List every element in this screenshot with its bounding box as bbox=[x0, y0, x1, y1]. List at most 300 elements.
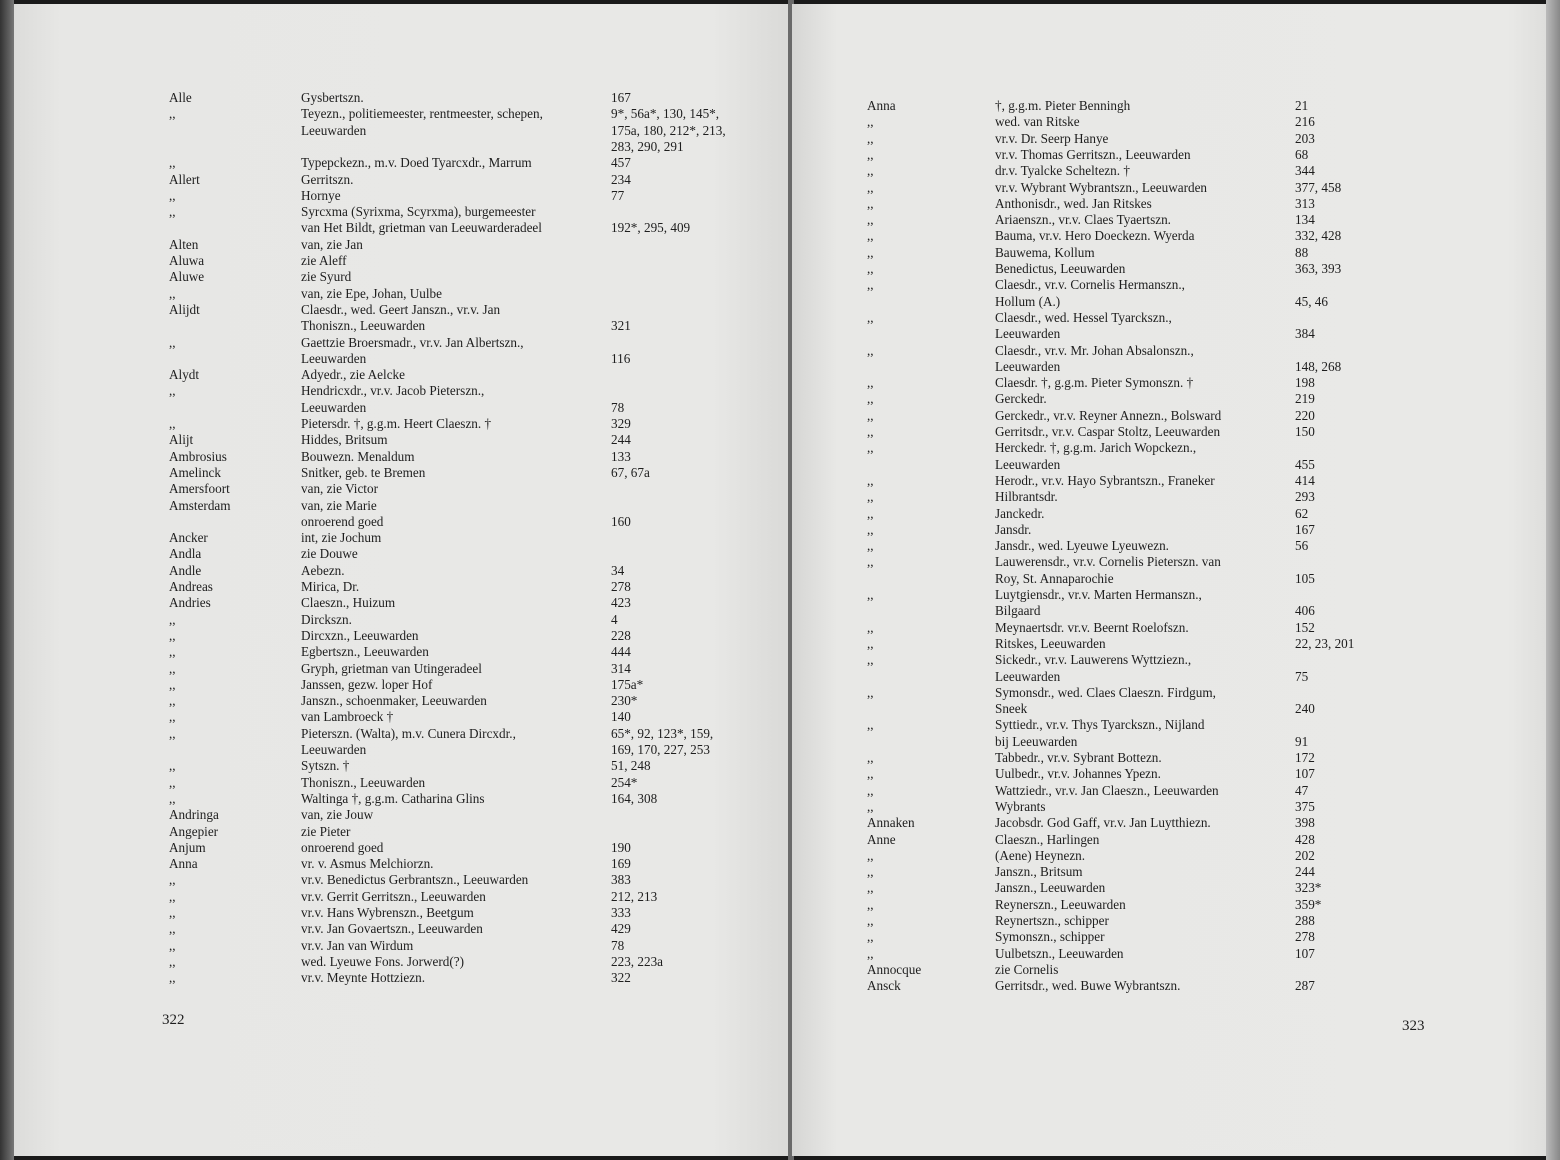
entry-pages: 160 bbox=[611, 513, 631, 529]
entry-pages: 384 bbox=[1295, 326, 1315, 342]
entry-description: Egbertszn., Leeuwarden bbox=[301, 644, 429, 660]
index-entry bbox=[169, 840, 790, 856]
entry-name: ,, bbox=[867, 375, 874, 391]
entry-description: Uulbetszn., Leeuwarden bbox=[995, 945, 1124, 961]
entry-name: Anna bbox=[867, 98, 896, 113]
index-entry bbox=[867, 326, 1507, 342]
entry-name: ,, bbox=[867, 782, 874, 798]
index-entry bbox=[867, 734, 1507, 750]
entry-description: Syrcxma (Syrixma, Scyrxma), burgemeester bbox=[301, 204, 536, 220]
index-entry bbox=[169, 595, 790, 611]
entry-name: ,, bbox=[867, 440, 874, 456]
index-entry bbox=[169, 188, 790, 204]
entry-pages: 140 bbox=[611, 709, 631, 725]
entry-name: ,, bbox=[867, 489, 874, 505]
entry-pages: 65*, 92, 123*, 159, bbox=[611, 725, 714, 741]
entry-name: ,, bbox=[867, 261, 874, 276]
entry-name: ,, bbox=[169, 106, 176, 122]
index-entry bbox=[867, 228, 1507, 244]
entry-pages: 288 bbox=[1295, 913, 1315, 928]
index-entry bbox=[867, 473, 1507, 489]
index-entry bbox=[169, 335, 790, 351]
entry-description: bij Leeuwarden bbox=[995, 733, 1078, 749]
entry-pages: 254* bbox=[611, 774, 638, 790]
entry-pages: 321 bbox=[611, 318, 631, 334]
index-entry bbox=[169, 465, 790, 481]
book-right-edge bbox=[1546, 0, 1560, 1160]
entry-description: vr.v. Wybrant Wybrantszn., Leeuwarden bbox=[995, 179, 1208, 195]
entry-description: Tabbedr., vr.v. Sybrant Bottezn. bbox=[995, 750, 1162, 765]
entry-pages: 203 bbox=[1295, 130, 1315, 146]
book-left-edge bbox=[0, 0, 14, 1160]
entry-description: vr.v. Jan Govaertszn., Leeuwarden bbox=[301, 921, 483, 937]
entry-pages: 4 bbox=[611, 611, 618, 627]
entry-description: Thoniszn., Leeuwarden bbox=[301, 774, 426, 790]
index-entry bbox=[169, 237, 790, 253]
entry-name: ,, bbox=[867, 847, 874, 863]
entry-description: Gerritsdr., vr.v. Caspar Stoltz, Leeuwarden bbox=[995, 424, 1221, 439]
entry-description: Claeszn., Harlingen bbox=[995, 831, 1100, 847]
index-entry bbox=[169, 432, 790, 448]
entry-name: ,, bbox=[867, 864, 874, 880]
entry-pages: 414 bbox=[1295, 472, 1315, 488]
entry-description: vr.v. Thomas Gerritszn., Leeuwarden bbox=[995, 146, 1191, 162]
entry-pages: 244 bbox=[1295, 864, 1315, 880]
index-entry bbox=[169, 775, 790, 791]
entry-name: ,, bbox=[867, 309, 874, 325]
entry-pages: 375 bbox=[1295, 798, 1315, 814]
index-entry bbox=[867, 783, 1507, 799]
entry-name: ,, bbox=[867, 587, 874, 602]
entry-description: Bouwezn. Menaldum bbox=[301, 448, 415, 464]
entry-name: ,, bbox=[867, 424, 874, 439]
entry-pages: 21 bbox=[1295, 98, 1309, 113]
entry-name: ,, bbox=[867, 146, 874, 162]
entry-description: vr.v. Jan van Wirdum bbox=[301, 937, 414, 953]
entry-name: Ansck bbox=[867, 978, 901, 994]
index-entry bbox=[867, 98, 1507, 114]
index-entry bbox=[169, 921, 790, 937]
index-entry bbox=[169, 758, 790, 774]
index-entry bbox=[169, 269, 790, 285]
index-entry bbox=[169, 449, 790, 465]
entry-description: int, zie Jochum bbox=[301, 530, 382, 546]
index-entry bbox=[867, 554, 1507, 570]
index-entry bbox=[867, 669, 1507, 685]
entry-name: ,, bbox=[867, 244, 874, 260]
entry-description: Jansdr. bbox=[995, 521, 1032, 537]
entry-description: Wattziedr., vr.v. Jan Claeszn., Leeuwarden bbox=[995, 782, 1219, 798]
right-page bbox=[792, 4, 1546, 1156]
entry-name: ,, bbox=[169, 970, 176, 986]
entry-description: van Het Bildt, grietman van Leeuwarderadeel bbox=[301, 220, 542, 236]
entry-description: zie Pieter bbox=[301, 823, 351, 839]
index-entry bbox=[867, 147, 1507, 163]
entry-description: Herckedr. †, g.g.m. Jarich Wopckezn., bbox=[995, 440, 1197, 456]
entry-pages: 228 bbox=[611, 627, 631, 643]
index-entry bbox=[867, 310, 1507, 326]
entry-description: vr.v. Gerrit Gerritszn., Leeuwarden bbox=[301, 888, 486, 904]
entry-pages: 167 bbox=[611, 90, 631, 105]
entry-name: Alijdt bbox=[169, 301, 200, 317]
index-entry bbox=[867, 424, 1507, 440]
entry-description: van, zie Epe, Johan, Uulbe bbox=[301, 285, 442, 301]
entry-name: ,, bbox=[169, 416, 176, 431]
index-entry bbox=[169, 90, 790, 106]
entry-name: ,, bbox=[867, 163, 874, 179]
entry-pages: 77 bbox=[611, 187, 625, 203]
index-entry bbox=[867, 799, 1507, 815]
entry-description: wed. van Ritske bbox=[995, 114, 1080, 130]
entry-description: Symonsdr., wed. Claes Claeszn. Firdgum, bbox=[995, 684, 1216, 700]
entry-description: zie Douwe bbox=[301, 546, 358, 562]
entry-pages: 423 bbox=[611, 595, 631, 611]
entry-name: ,, bbox=[867, 798, 874, 814]
entry-pages: 9*, 56a*, 130, 145*, bbox=[611, 106, 720, 122]
entry-name: ,, bbox=[867, 391, 874, 407]
entry-pages: 240 bbox=[1295, 701, 1315, 717]
index-entry bbox=[867, 489, 1507, 505]
entry-name: ,, bbox=[867, 342, 874, 358]
entry-pages: 278 bbox=[611, 579, 631, 594]
entry-pages: 62 bbox=[1295, 505, 1309, 521]
index-entry bbox=[867, 114, 1507, 130]
index-entry bbox=[867, 815, 1507, 831]
entry-description: Gerckedr. bbox=[995, 391, 1047, 407]
entry-name: Alten bbox=[169, 236, 199, 252]
entry-name: ,, bbox=[169, 905, 176, 920]
index-entry bbox=[867, 880, 1507, 896]
entry-description: Adyedr., zie Aelcke bbox=[301, 367, 405, 383]
entry-pages: 56 bbox=[1295, 538, 1309, 554]
entry-description: Reynertszn., schipper bbox=[995, 913, 1109, 928]
entry-name: Andreas bbox=[169, 579, 213, 594]
entry-name: Alijt bbox=[169, 432, 194, 448]
entry-description: Symonszn., schipper bbox=[995, 929, 1105, 945]
index-entry bbox=[169, 106, 790, 122]
entry-name: ,, bbox=[169, 204, 176, 220]
entry-description: Uulbedr., vr.v. Johannes Ypezn. bbox=[995, 766, 1161, 782]
entry-description: Jansdr., wed. Lyeuwe Lyeuwezn. bbox=[995, 538, 1169, 554]
entry-name: Aluwa bbox=[169, 253, 205, 268]
index-entry bbox=[867, 375, 1507, 391]
entry-pages: 287 bbox=[1295, 978, 1315, 994]
entry-pages: 107 bbox=[1295, 945, 1315, 961]
entry-pages: 78 bbox=[611, 399, 625, 415]
entry-pages: 47 bbox=[1295, 782, 1309, 798]
index-entry bbox=[169, 204, 790, 220]
entry-name: ,, bbox=[867, 684, 874, 700]
entry-description: Claeszn., Huizum bbox=[301, 595, 396, 611]
index-entry bbox=[169, 612, 790, 628]
entry-pages: 175a* bbox=[611, 676, 644, 692]
entry-pages: 428 bbox=[1295, 831, 1315, 847]
index-entry bbox=[867, 391, 1507, 407]
entry-pages: 169 bbox=[611, 856, 631, 872]
index-entry bbox=[867, 750, 1507, 766]
index-entry bbox=[867, 603, 1507, 619]
entry-name: ,, bbox=[867, 277, 874, 293]
entry-description: Bauwema, Kollum bbox=[995, 244, 1095, 260]
index-entry bbox=[169, 139, 790, 155]
index-entry bbox=[169, 938, 790, 954]
entry-name: Anne bbox=[867, 831, 896, 847]
entry-pages: 116 bbox=[611, 350, 631, 366]
entry-name: Amersfoort bbox=[169, 481, 230, 497]
entry-description: Leeuwarden bbox=[995, 358, 1061, 374]
entry-description: Bauma, vr.v. Hero Doeckezn. Wyerda bbox=[995, 228, 1195, 244]
index-entry bbox=[169, 791, 790, 807]
entry-name: ,, bbox=[867, 619, 874, 635]
entry-name: Anna bbox=[169, 856, 198, 872]
entry-description: Meynaertsdr. vr.v. Beernt Roelofszn. bbox=[995, 619, 1189, 635]
entry-pages: 105 bbox=[1295, 570, 1315, 586]
entry-name: ,, bbox=[867, 635, 874, 651]
entry-name: ,, bbox=[867, 766, 874, 782]
entry-description: Anthonisdr., wed. Jan Ritskes bbox=[995, 195, 1152, 211]
index-entry bbox=[867, 196, 1507, 212]
index-entry bbox=[867, 717, 1507, 733]
entry-name: Angepier bbox=[169, 823, 219, 839]
entry-name: ,, bbox=[169, 644, 176, 660]
index-entry bbox=[169, 726, 790, 742]
entry-pages: 216 bbox=[1295, 114, 1315, 130]
entry-name: ,, bbox=[867, 750, 874, 765]
entry-name: ,, bbox=[867, 407, 874, 423]
index-entry bbox=[867, 359, 1507, 375]
entry-description: Dircxzn., Leeuwarden bbox=[301, 627, 419, 643]
entry-pages: 363, 393 bbox=[1295, 261, 1342, 276]
entry-name: ,, bbox=[169, 709, 176, 725]
entry-name: ,, bbox=[867, 472, 874, 488]
entry-pages: 293 bbox=[1295, 489, 1315, 505]
entry-description: vr.v. Hans Wybrenszn., Beetgum bbox=[301, 905, 474, 920]
entry-name: ,, bbox=[169, 676, 176, 692]
page-number: 323 bbox=[1402, 1018, 1425, 1034]
entry-pages: 398 bbox=[1295, 815, 1315, 831]
index-entry bbox=[169, 367, 790, 383]
entry-description: Mirica, Dr. bbox=[301, 579, 360, 594]
entry-pages: 68 bbox=[1295, 146, 1309, 162]
entry-description: Claesdr., wed. Geert Janszn., vr.v. Jan bbox=[301, 301, 501, 317]
entry-pages: 51, 248 bbox=[611, 758, 651, 774]
entry-name: ,, bbox=[867, 179, 874, 195]
entry-pages: 34 bbox=[611, 562, 625, 578]
entry-pages: 383 bbox=[611, 872, 631, 888]
index-entry bbox=[169, 644, 790, 660]
entry-pages: 192*, 295, 409 bbox=[611, 220, 691, 236]
entry-description: Hilbrantsdr. bbox=[995, 489, 1058, 505]
index-entry bbox=[169, 400, 790, 416]
entry-description: Typepckezn., m.v. Doed Tyarcxdr., Marrum bbox=[301, 155, 532, 171]
index-entry bbox=[169, 889, 790, 905]
index-entry bbox=[169, 318, 790, 334]
index-entry bbox=[867, 277, 1507, 293]
entry-name: ,, bbox=[867, 195, 874, 211]
entry-name: ,, bbox=[867, 521, 874, 537]
entry-description: Teyezn., politiemeester, rentmeester, schepen, bbox=[301, 106, 543, 122]
index-entry bbox=[169, 416, 790, 432]
index-entry bbox=[867, 180, 1507, 196]
index-entry bbox=[169, 286, 790, 302]
entry-description: Snitker, geb. te Bremen bbox=[301, 464, 426, 480]
entry-pages: 455 bbox=[1295, 456, 1315, 472]
entry-description: dr.v. Tyalcke Scheltezn. † bbox=[995, 163, 1130, 179]
entry-description: Sneek bbox=[995, 701, 1028, 717]
entry-pages: 148, 268 bbox=[1295, 358, 1342, 374]
index-entry bbox=[867, 832, 1507, 848]
entry-description: Leeuwarden bbox=[301, 399, 367, 415]
index-entry bbox=[867, 261, 1507, 277]
index-entry bbox=[867, 163, 1507, 179]
index-entry bbox=[867, 848, 1507, 864]
entry-pages: 67, 67a bbox=[611, 464, 650, 480]
entry-description: Ariaenszn., vr.v. Claes Tyaertszn. bbox=[995, 212, 1171, 228]
entry-description: (Aene) Heynezn. bbox=[995, 847, 1086, 863]
index-entry bbox=[867, 946, 1507, 962]
entry-name: ,, bbox=[169, 155, 176, 171]
entry-name: Andringa bbox=[169, 807, 219, 823]
entry-pages: 167 bbox=[1295, 521, 1315, 537]
index-entry bbox=[169, 220, 790, 236]
entry-description: zie Cornelis bbox=[995, 961, 1059, 977]
entry-pages: 169, 170, 227, 253 bbox=[611, 742, 710, 757]
entry-description: van, zie Jan bbox=[301, 236, 363, 252]
entry-name: ,, bbox=[867, 212, 874, 228]
left-page bbox=[14, 4, 790, 1156]
entry-name: ,, bbox=[169, 187, 176, 203]
entry-description: Reynerszn., Leeuwarden bbox=[995, 896, 1126, 912]
entry-description: Herodr., vr.v. Hayo Sybrantszn., Franeker bbox=[995, 472, 1215, 488]
index-entry bbox=[169, 351, 790, 367]
entry-name: ,, bbox=[867, 896, 874, 912]
entry-description: Jacobsdr. God Gaff, vr.v. Jan Luytthiezn. bbox=[995, 815, 1211, 831]
entry-pages: 133 bbox=[611, 448, 631, 464]
entry-description: vr.v. Meynte Hottziezn. bbox=[301, 970, 426, 986]
entry-name: ,, bbox=[867, 652, 874, 668]
entry-description: Janckedr. bbox=[995, 505, 1045, 521]
entry-name: ,, bbox=[169, 725, 176, 741]
index-entry bbox=[169, 742, 790, 758]
entry-description: Gerritsdr., wed. Buwe Wybrantszn. bbox=[995, 978, 1181, 994]
index-entry bbox=[867, 587, 1507, 603]
entry-description: Roy, St. Annaparochie bbox=[995, 570, 1114, 586]
entry-pages: 150 bbox=[1295, 424, 1315, 439]
index-entry bbox=[867, 652, 1507, 668]
entry-name: Ancker bbox=[169, 530, 208, 546]
entry-description: Hollum (A.) bbox=[995, 293, 1061, 309]
index-entry bbox=[169, 253, 790, 269]
entry-pages: 91 bbox=[1295, 733, 1309, 749]
entry-description: Leeuwarden bbox=[301, 350, 367, 366]
entry-description: vr.v. Benedictus Gerbrantszn., Leeuwarden bbox=[301, 872, 529, 888]
entry-description: Sytszn. † bbox=[301, 758, 350, 774]
index-entry bbox=[867, 245, 1507, 261]
entry-pages: 223, 223a bbox=[611, 953, 664, 969]
entry-description: Leeuwarden bbox=[301, 122, 367, 138]
entry-pages: 172 bbox=[1295, 750, 1315, 765]
index-entry bbox=[867, 408, 1507, 424]
index-entry bbox=[867, 538, 1507, 554]
entry-description: Pietersdr. †, g.g.m. Heert Claeszn. † bbox=[301, 416, 492, 431]
entry-pages: 219 bbox=[1295, 391, 1315, 407]
index-entry bbox=[867, 685, 1507, 701]
index-entry bbox=[169, 172, 790, 188]
entry-pages: 344 bbox=[1295, 163, 1315, 179]
index-entry bbox=[169, 498, 790, 514]
entry-description: van, zie Jouw bbox=[301, 807, 374, 823]
entry-pages: 198 bbox=[1295, 375, 1315, 391]
index-entry bbox=[169, 824, 790, 840]
entry-name: Andle bbox=[169, 562, 202, 578]
entry-name: ,, bbox=[867, 554, 874, 570]
entry-name: Annocque bbox=[867, 961, 922, 977]
entry-description: Ritskes, Leeuwarden bbox=[995, 635, 1106, 651]
index-entry bbox=[867, 897, 1507, 913]
entry-pages: 75 bbox=[1295, 668, 1309, 684]
entry-description: Janszn., schoenmaker, Leeuwarden bbox=[301, 693, 487, 709]
entry-description: Waltinga †, g.g.m. Catharina Glins bbox=[301, 790, 485, 806]
entry-name: Amsterdam bbox=[169, 497, 231, 513]
entry-description: onroerend goed bbox=[301, 513, 384, 529]
index-entry bbox=[867, 131, 1507, 147]
entry-pages: 278 bbox=[1295, 929, 1315, 945]
entry-pages: 333 bbox=[611, 905, 631, 920]
entry-name: Amelinck bbox=[169, 464, 222, 480]
index-entry bbox=[867, 620, 1507, 636]
index-entry bbox=[867, 522, 1507, 538]
entry-pages: 78 bbox=[611, 937, 625, 953]
entry-name: ,, bbox=[169, 872, 176, 888]
entry-description: Hiddes, Britsum bbox=[301, 432, 388, 448]
entry-description: Luytgiensdr., vr.v. Marten Hermanszn., bbox=[995, 587, 1202, 602]
entry-name: ,, bbox=[169, 627, 176, 643]
index-entry bbox=[867, 929, 1507, 945]
index-entry bbox=[169, 807, 790, 823]
entry-description: Hendricxdr., vr.v. Jacob Pieterszn., bbox=[301, 383, 485, 399]
entry-pages: 134 bbox=[1295, 212, 1315, 228]
entry-name: ,, bbox=[867, 913, 874, 928]
entry-pages: 406 bbox=[1295, 603, 1315, 619]
index-entry bbox=[867, 766, 1507, 782]
entry-description: Bilgaard bbox=[995, 603, 1041, 619]
entry-pages: 45, 46 bbox=[1295, 293, 1328, 309]
entry-pages: 88 bbox=[1295, 244, 1309, 260]
index-entry bbox=[169, 628, 790, 644]
entry-description: Hornye bbox=[301, 187, 341, 203]
entry-pages: 152 bbox=[1295, 619, 1315, 635]
entry-pages: 175a, 180, 212*, 213, bbox=[611, 122, 726, 138]
index-entry bbox=[867, 701, 1507, 717]
entry-name: Annaken bbox=[867, 815, 915, 831]
index-entry bbox=[169, 661, 790, 677]
entry-description: van Lambroeck † bbox=[301, 709, 394, 725]
entry-name: ,, bbox=[867, 880, 874, 896]
entry-description: Lauwerensdr., vr.v. Cornelis Pieterszn. van bbox=[995, 554, 1221, 570]
index-entry bbox=[169, 383, 790, 399]
entry-name: ,, bbox=[169, 383, 176, 399]
entry-name: ,, bbox=[867, 228, 874, 244]
entry-pages: 429 bbox=[611, 921, 631, 937]
index-entry bbox=[867, 457, 1507, 473]
index-entry bbox=[169, 530, 790, 546]
entry-name: ,, bbox=[867, 130, 874, 146]
entry-name: ,, bbox=[169, 285, 176, 301]
index-entry bbox=[867, 294, 1507, 310]
index-entry bbox=[169, 155, 790, 171]
entry-description: Gysbertszn. bbox=[301, 90, 364, 105]
entry-name: Alydt bbox=[169, 367, 200, 383]
